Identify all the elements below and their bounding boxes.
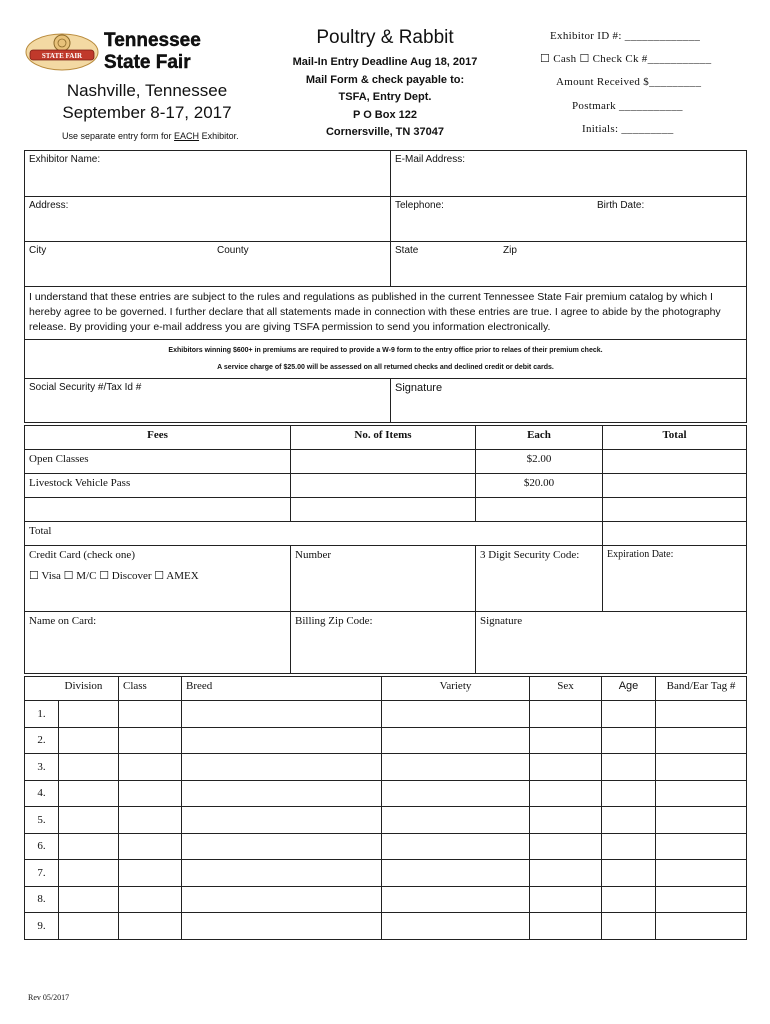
variety-cell[interactable] xyxy=(382,807,530,834)
division-cell[interactable] xyxy=(59,886,119,913)
deadline: Mail-In Entry Deadline Aug 18, 2017 xyxy=(292,56,478,68)
each-header: Each xyxy=(476,426,603,450)
table-row xyxy=(25,886,747,913)
entry-number: 8. xyxy=(25,886,59,913)
fair-title-line1: Tennessee xyxy=(104,30,201,51)
fee-each-blank[interactable] xyxy=(476,498,603,522)
fee-label: Open Classes xyxy=(25,450,291,474)
card-number-field[interactable] xyxy=(291,546,476,612)
breed-cell[interactable] xyxy=(182,701,382,728)
variety-cell[interactable] xyxy=(382,833,530,860)
table-row xyxy=(25,701,747,728)
class-cell[interactable] xyxy=(119,780,182,807)
fair-location xyxy=(52,80,242,124)
fee-items-input[interactable] xyxy=(291,498,476,522)
table-row xyxy=(25,913,747,940)
class-header: Class xyxy=(119,677,182,701)
breed-cell[interactable] xyxy=(182,807,382,834)
class-cell[interactable] xyxy=(119,727,182,754)
fee-items-input[interactable] xyxy=(291,450,476,474)
sex-cell[interactable] xyxy=(530,886,602,913)
credit-card-label: Credit Card (check one) xyxy=(29,549,135,561)
fee-total-input[interactable] xyxy=(603,498,747,522)
name-on-card-field[interactable] xyxy=(25,612,291,674)
fair-dates: September 8-17, 2017 xyxy=(62,103,232,122)
sex-cell[interactable] xyxy=(530,833,602,860)
name-on-card-label: Name on Card: xyxy=(29,615,97,627)
tag-header: Band/Ear Tag # xyxy=(656,677,747,701)
security-code-field[interactable] xyxy=(476,546,603,612)
class-cell[interactable] xyxy=(119,807,182,834)
entry-number: 2. xyxy=(25,727,59,754)
age-cell[interactable] xyxy=(602,807,656,834)
division-cell[interactable] xyxy=(59,727,119,754)
entry-number: 5. xyxy=(25,807,59,834)
age-cell[interactable] xyxy=(602,701,656,728)
fair-title-line2: State Fair xyxy=(104,52,191,73)
dept: TSFA, Entry Dept. xyxy=(338,91,432,103)
ssn-field[interactable] xyxy=(25,379,391,423)
note-prefix: Use separate entry form for xyxy=(62,131,175,141)
address-field[interactable] xyxy=(25,197,391,242)
sex-cell[interactable] xyxy=(530,727,602,754)
fair-city: Nashville, Tennessee xyxy=(66,81,228,100)
table-row xyxy=(25,860,747,887)
class-cell[interactable] xyxy=(119,913,182,940)
credit-card-field xyxy=(25,546,291,612)
state-zip-field[interactable] xyxy=(391,242,747,287)
tag-cell[interactable] xyxy=(656,833,747,860)
entries-table xyxy=(24,676,747,940)
city-zip: Cornersville, TN 37047 xyxy=(325,126,444,138)
age-header: Age xyxy=(602,677,656,701)
city-label: City xyxy=(29,245,47,256)
fees-header: Fees xyxy=(25,426,291,450)
birth-date-label: Birth Date: xyxy=(597,200,645,211)
sex-cell[interactable] xyxy=(530,913,602,940)
division-cell[interactable] xyxy=(59,807,119,834)
entry-number: 9. xyxy=(25,913,59,940)
note-suffix: Exhibitor. xyxy=(199,131,239,141)
row-number-header xyxy=(25,677,59,701)
entry-number: 7. xyxy=(25,860,59,887)
security-code-label: 3 Digit Security Code: xyxy=(480,549,580,561)
email-field[interactable] xyxy=(391,151,747,197)
email-label: E-Mail Address: xyxy=(395,154,466,165)
agreement-text: I understand that these entries are subject to the rules and regulations as published in the current Tennessee State Fair premium catalog by which I hereby agree to be governed. I further declare that all statements made in connection with these entries are true. I agree to abide by the photography release. By providing your e-mail address you are giving TSFA permission to send you information electronically. xyxy=(25,287,747,340)
breed-cell[interactable] xyxy=(182,727,382,754)
age-cell[interactable] xyxy=(602,860,656,887)
card-signature-label: Signature xyxy=(480,615,523,627)
age-cell[interactable] xyxy=(602,754,656,781)
billing-zip-field[interactable] xyxy=(291,612,476,674)
telephone-label: Telephone: xyxy=(395,200,444,211)
telephone-field[interactable] xyxy=(391,197,747,242)
fee-total-input[interactable] xyxy=(603,450,747,474)
breed-cell[interactable] xyxy=(182,780,382,807)
tag-cell[interactable] xyxy=(656,727,747,754)
sex-header: Sex xyxy=(530,677,602,701)
card-signature-field[interactable] xyxy=(476,612,747,674)
fee-label: Livestock Vehicle Pass xyxy=(25,474,291,498)
state-label: State xyxy=(395,245,419,256)
age-cell[interactable] xyxy=(602,913,656,940)
separate-form-note xyxy=(62,131,239,141)
variety-cell[interactable] xyxy=(382,886,530,913)
breed-cell[interactable] xyxy=(182,860,382,887)
entry-number: 4. xyxy=(25,780,59,807)
exhibitor-name-label: Exhibitor Name: xyxy=(29,154,101,165)
entry-number: 1. xyxy=(25,701,59,728)
variety-cell[interactable] xyxy=(382,754,530,781)
breed-header: Breed xyxy=(182,677,382,701)
expiration-label: Expiration Date: xyxy=(607,549,674,560)
class-cell[interactable] xyxy=(119,754,182,781)
breed-cell[interactable] xyxy=(182,913,382,940)
grand-total-input[interactable] xyxy=(603,522,747,546)
table-row xyxy=(25,474,747,498)
variety-header: Variety xyxy=(382,677,530,701)
class-cell[interactable] xyxy=(119,701,182,728)
tag-cell[interactable] xyxy=(656,701,747,728)
tag-cell[interactable] xyxy=(656,913,747,940)
tag-cell[interactable] xyxy=(656,860,747,887)
class-cell[interactable] xyxy=(119,833,182,860)
office-use xyxy=(520,30,730,140)
variety-cell[interactable] xyxy=(382,860,530,887)
tag-cell[interactable] xyxy=(656,780,747,807)
table-row xyxy=(25,754,747,781)
table-row xyxy=(25,727,747,754)
entry-number: 3. xyxy=(25,754,59,781)
po-box: P O Box 122 xyxy=(353,108,417,121)
sex-cell[interactable] xyxy=(530,754,602,781)
entry-number: 6. xyxy=(25,833,59,860)
signature-field[interactable] xyxy=(391,379,747,423)
items-header: No. of Items xyxy=(291,426,476,450)
initials-field[interactable]: Initials: _________ xyxy=(582,123,674,135)
table-row xyxy=(25,807,747,834)
breed-cell[interactable] xyxy=(182,886,382,913)
tag-cell[interactable] xyxy=(656,754,747,781)
table-row xyxy=(25,498,747,522)
city-county-field[interactable] xyxy=(25,242,391,287)
charge-note: A service charge of $25.00 will be assessed on all returned checks and declined credit or debit cards. xyxy=(217,364,554,371)
tag-cell[interactable] xyxy=(656,807,747,834)
tag-cell[interactable] xyxy=(656,886,747,913)
cash-check-field[interactable]: ☐ Cash ☐ Check Ck #___________ xyxy=(540,53,712,65)
table-row xyxy=(25,780,747,807)
w9-note: Exhibitors winning $600+ in premiums are required to provide a W-9 form to the entry office prior to relaes of their premium check. xyxy=(168,347,603,354)
variety-cell[interactable] xyxy=(382,727,530,754)
fee-each: $2.00 xyxy=(476,450,603,474)
grand-total-label: Total xyxy=(25,522,603,546)
variety-cell[interactable] xyxy=(382,780,530,807)
zip-label: Zip xyxy=(503,245,517,256)
breed-cell[interactable] xyxy=(182,754,382,781)
age-cell[interactable] xyxy=(602,727,656,754)
table-row xyxy=(25,833,747,860)
exhibitor-id-field[interactable]: Exhibitor ID #: _____________ xyxy=(550,30,701,42)
fair-title xyxy=(104,30,201,74)
sex-cell[interactable] xyxy=(530,701,602,728)
sex-cell[interactable] xyxy=(530,807,602,834)
state-fair-logo xyxy=(24,32,100,74)
sex-cell[interactable] xyxy=(530,780,602,807)
sex-cell[interactable] xyxy=(530,860,602,887)
amount-received-field[interactable]: Amount Received $_________ xyxy=(556,76,702,88)
division-header: Division xyxy=(59,677,119,701)
class-cell[interactable] xyxy=(119,860,182,887)
card-type-options[interactable]: ☐ Visa ☐ M/C ☐ Discover ☐ AMEX xyxy=(29,570,199,582)
postmark-field[interactable]: Postmark ___________ xyxy=(572,100,683,112)
ssn-label: Social Security #/Tax Id # xyxy=(29,382,142,393)
notices xyxy=(25,340,747,379)
exhibitor-name-field[interactable] xyxy=(25,151,391,197)
division-cell[interactable] xyxy=(59,780,119,807)
age-cell[interactable] xyxy=(602,833,656,860)
division-cell[interactable] xyxy=(59,754,119,781)
age-cell[interactable] xyxy=(602,780,656,807)
class-cell[interactable] xyxy=(119,886,182,913)
fee-total-input[interactable] xyxy=(603,474,747,498)
billing-zip-label: Billing Zip Code: xyxy=(295,615,373,627)
card-number-label: Number xyxy=(295,549,332,561)
division-cell[interactable] xyxy=(59,913,119,940)
division-cell[interactable] xyxy=(59,701,119,728)
fees-table xyxy=(24,425,747,674)
total-header: Total xyxy=(603,426,747,450)
contact-table xyxy=(24,150,747,423)
logo-text: STATE FAIR xyxy=(41,52,83,60)
form-header xyxy=(290,26,480,142)
fee-items-input[interactable] xyxy=(291,474,476,498)
fee-label-blank[interactable] xyxy=(25,498,291,522)
expiration-field[interactable] xyxy=(603,546,747,612)
fee-each: $20.00 xyxy=(476,474,603,498)
variety-cell[interactable] xyxy=(382,913,530,940)
note-each: EACH xyxy=(174,131,200,141)
age-cell[interactable] xyxy=(602,886,656,913)
variety-cell[interactable] xyxy=(382,701,530,728)
table-row xyxy=(25,450,747,474)
revision-note: Rev 05/2017 xyxy=(28,993,70,1002)
form-title: Poultry & Rabbit xyxy=(316,27,454,48)
breed-cell[interactable] xyxy=(182,833,382,860)
division-cell[interactable] xyxy=(59,860,119,887)
county-label: County xyxy=(217,245,249,256)
mail-line: Mail Form & check payable to: xyxy=(305,73,465,86)
signature-label: Signature xyxy=(395,382,443,394)
division-cell[interactable] xyxy=(59,833,119,860)
address-label: Address: xyxy=(29,200,69,211)
